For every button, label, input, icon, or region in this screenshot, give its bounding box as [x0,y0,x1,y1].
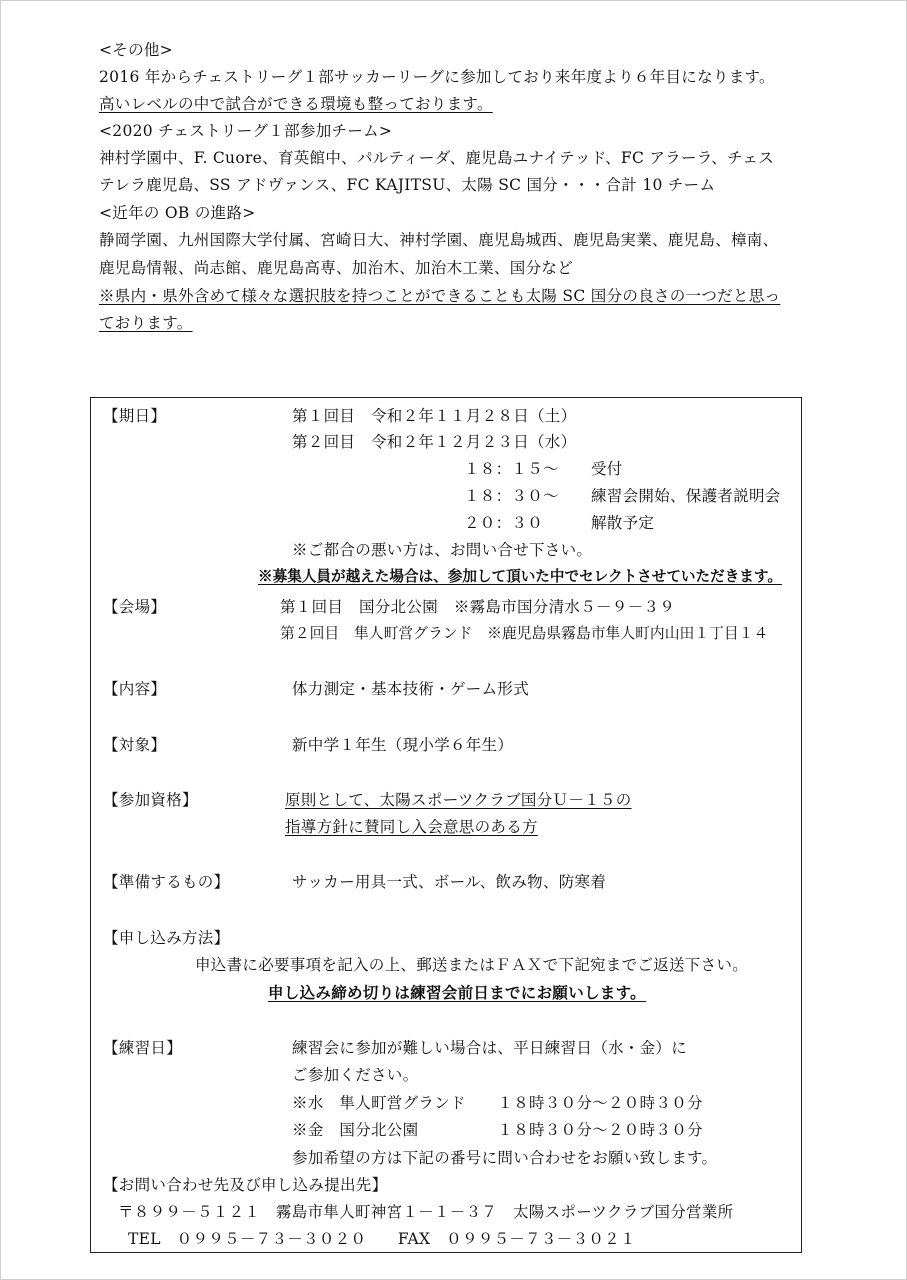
venue-2: 第２回目 隼人町営グランド ※鹿児島県霧島市隼人町内山田１丁目１４ [280,625,769,642]
time-3: ２０：３０ [464,514,544,532]
other-line2: 高いレベルの中で試合ができる環境も整っております。 [99,95,493,113]
contact-address: 〒８９９－５１２１ 霧島市隼人町神宮１－１－３７ 太陽スポーツクラブ国分営業所 [118,1203,734,1221]
apply-deadline: 申し込み締め切りは練習会前日までにお願いします。 [268,983,646,1002]
time-2: １８：３０〜 [464,487,559,505]
qualification-2: 指導方針に賛同し入会意思のある方 [285,818,538,836]
target-value: 新中学１年生（現小学６年生） [292,736,514,754]
teams-line1: 神村学園中、F. Cuore、育英館中、パルティーダ、鹿児島ユナイテッド、FC アラーラ、チェス [99,149,775,167]
other-line1: 2016 年からチェストリーグ１部サッカーリーグに参加しており来年度より６年目になります。 [99,68,775,86]
apply-method: 申込書に必要事項を記入の上、郵送またはＦＡＸで下記宛までご返送下さい。 [195,956,749,974]
practice-2: ご参加ください。 [292,1066,419,1084]
venue-label: 【会場】 [103,598,167,616]
date-note: ※ご都合の悪い方は、お問い合せ下さい。 [292,541,593,559]
note-line2: ております。 [99,314,193,332]
contact-phone-fax: TEL ０９９５－７３－３０２０ FAX ０９９５－７３－３０２１ [128,1230,636,1248]
qualification-label: 【参加資格】 [103,791,198,809]
prep-label: 【準備するもの】 [103,873,230,891]
time-1: １８：１５〜 [464,460,559,478]
select-note: ※募集人員が越えた場合は、参加して頂いた中でセレクトさせていただきます。 [258,568,782,585]
target-label: 【対象】 [103,736,167,754]
note-line1: ※県内・県外含めて様々な選択肢を持つことができることも太陽 SC 国分の良さの一つだと思っ [99,287,781,305]
content-value: 体力測定・基本技術・ゲーム形式 [292,680,530,698]
practice-1: 練習会に参加が難しい場合は、平日練習日（水・金）に [292,1039,688,1057]
practice-fri: ※金 国分北公園 １８時３０分〜２０時３０分 [292,1121,703,1139]
ob-heading: <近年の OB の進路> [99,204,256,222]
practice-label: 【練習日】 [103,1039,183,1057]
time-1-desc: 受付 [591,460,623,478]
teams-line2: テレラ鹿児島、SS アドヴァンス、FC KAJITSU、太陽 SC 国分・・・合計 10 チーム [99,176,716,194]
prep-value: サッカー用具一式、ボール、飲み物、防寒着 [292,873,607,891]
venue-1: 第１回目 国分北公園 ※霧島市国分清水５－９－３９ [280,598,676,616]
contact-label: 【お問い合わせ先及び申し込み提出先】 [103,1176,388,1194]
ob-line2: 鹿児島情報、尚志館、鹿児島高専、加治木、加治木工業、国分など [99,259,574,277]
time-2-desc: 練習会開始、保護者説明会 [591,487,781,505]
practice-wed: ※水 隼人町営グランド １８時３０分〜２０時３０分 [292,1094,703,1112]
qualification-1: 原則として、太陽スポーツクラブ国分Ｕ－１５の [285,791,632,809]
date-2: 第２回目 令和２年１２月２３日（水） [292,433,577,451]
other-heading: <その他> [99,41,173,59]
practice-note: 参加希望の方は下記の番号に問い合わせをお願い致します。 [292,1149,718,1167]
apply-label: 【申し込み方法】 [103,929,230,947]
date-1: 第１回目 令和２年１１月２８日（土） [292,407,577,425]
teams-heading: <2020 チェストリーグ１部参加チーム> [99,122,393,140]
time-3-desc: 解散予定 [591,514,655,532]
content-label: 【内容】 [103,680,167,698]
ob-line1: 静岡学園、九州国際大学付属、宮崎日大、神村学園、鹿児島城西、鹿児島実業、鹿児島、樟南、 [99,231,779,249]
date-label: 【期日】 [103,407,167,425]
